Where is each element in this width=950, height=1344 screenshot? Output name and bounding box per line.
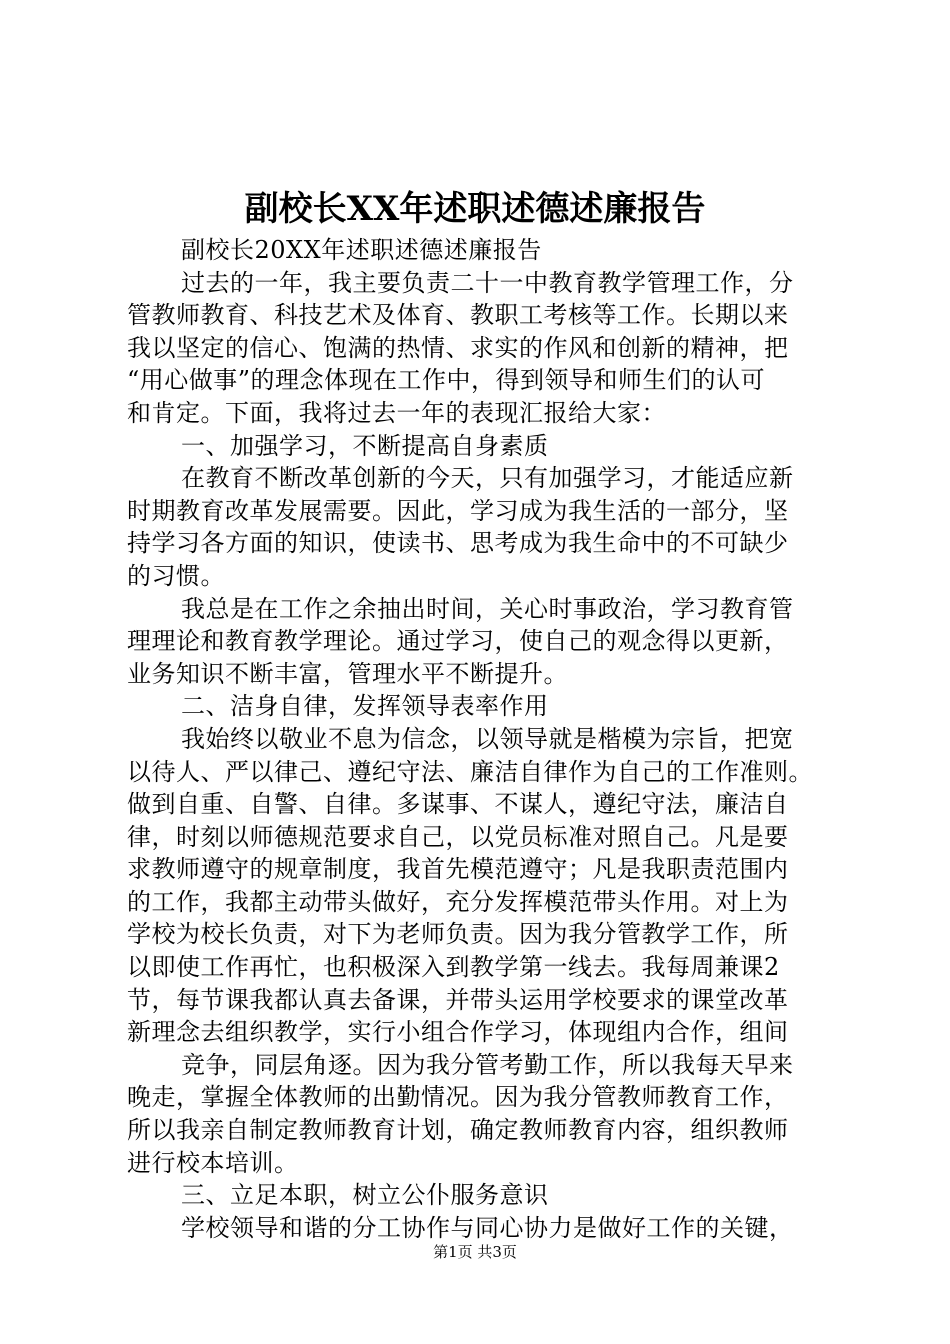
text-line: 新理念去组织教学，实行小组合作学习，体现组内合作，组间: [127, 1018, 789, 1047]
text-line: 晚走，掌握全体教师的出勤情况。因为我分管教师教育工作，: [127, 1083, 789, 1112]
text-line: 在教育不断改革创新的今天，只有加强学习，才能适应新: [181, 464, 794, 493]
text-line: 做到自重、自警、自律。多谋事、不谋人，遵纪守法，廉洁自: [127, 790, 789, 819]
text-line: 三、立足本职，树立公仆服务意识: [181, 1181, 549, 1210]
page-footer: 第1页 共3页: [433, 1243, 517, 1261]
text-line: 以即使工作再忙，也积极深入到教学第一线去。我每周兼课2: [127, 953, 780, 982]
text-line: 一、加强学习，不断提高自身素质: [181, 431, 549, 460]
text-line: 副校长20XX年述职述德述廉报告: [181, 236, 542, 264]
text-line: 我总是在工作之余抽出时间，关心时事政治，学习教育管: [181, 594, 794, 623]
text-line: 竞争，同层角逐。因为我分管考勤工作，所以我每天早来: [181, 1050, 794, 1079]
text-line: 管教师教育、科技艺术及体育、教职工考核等工作。长期以来: [127, 301, 789, 330]
text-line: 的工作，我都主动带头做好，充分发挥模范带头作用。对上为: [127, 887, 789, 916]
text-line: 学校为校长负责，对下为老师负责。因为我分管教学工作，所: [127, 920, 789, 949]
text-line: 时期教育改革发展需要。因此，学习成为我生活的一部分，坚: [127, 496, 789, 525]
text-line: 二、洁身自律，发挥领导表率作用: [181, 692, 549, 721]
document-title: 副校长XX年述职述德述廉报告: [244, 189, 706, 229]
text-line: 节，每节课我都认真去备课，并带头运用学校要求的课堂改革: [127, 985, 789, 1014]
text-line: 所以我亲自制定教师教育计划，确定教师教育内容，组织教师: [127, 1116, 789, 1145]
text-line: 律，时刻以师德规范要求自己，以党员标准对照自己。凡是要: [127, 822, 789, 851]
text-line: 学校领导和谐的分工协作与同心协力是做好工作的关键，: [181, 1213, 794, 1242]
text-line: 和肯定。下面，我将过去一年的表现汇报给大家：: [127, 398, 666, 427]
document-body: [127, 234, 847, 1244]
text-line: 的习惯。: [127, 561, 225, 590]
text-line: “用心做事”的理念体现在工作中，得到领导和师生们的认可: [127, 366, 766, 395]
text-line: 我始终以敬业不息为信念，以领导就是楷模为宗旨，把宽: [181, 724, 794, 753]
text-line: 持学习各方面的知识，使读书、思考成为我生命中的不可缺少: [127, 529, 789, 558]
text-line: 过去的一年，我主要负责二十一中教育教学管理工作，分: [181, 268, 794, 297]
text-line: 求教师遵守的规章制度，我首先模范遵守；凡是我职责范围内: [127, 855, 789, 884]
text-line: 业务知识不断丰富，管理水平不断提升。: [127, 659, 568, 688]
text-line: 理理论和教育教学理论。通过学习，使自己的观念得以更新，: [127, 627, 789, 656]
text-line: 以待人、严以律己、遵纪守法、廉洁自律作为自己的工作准则。: [127, 757, 813, 786]
text-line: 进行校本培训。: [127, 1148, 299, 1177]
text-line: 我以坚定的信心、饱满的热情、求实的作风和创新的精神，把: [127, 333, 789, 362]
